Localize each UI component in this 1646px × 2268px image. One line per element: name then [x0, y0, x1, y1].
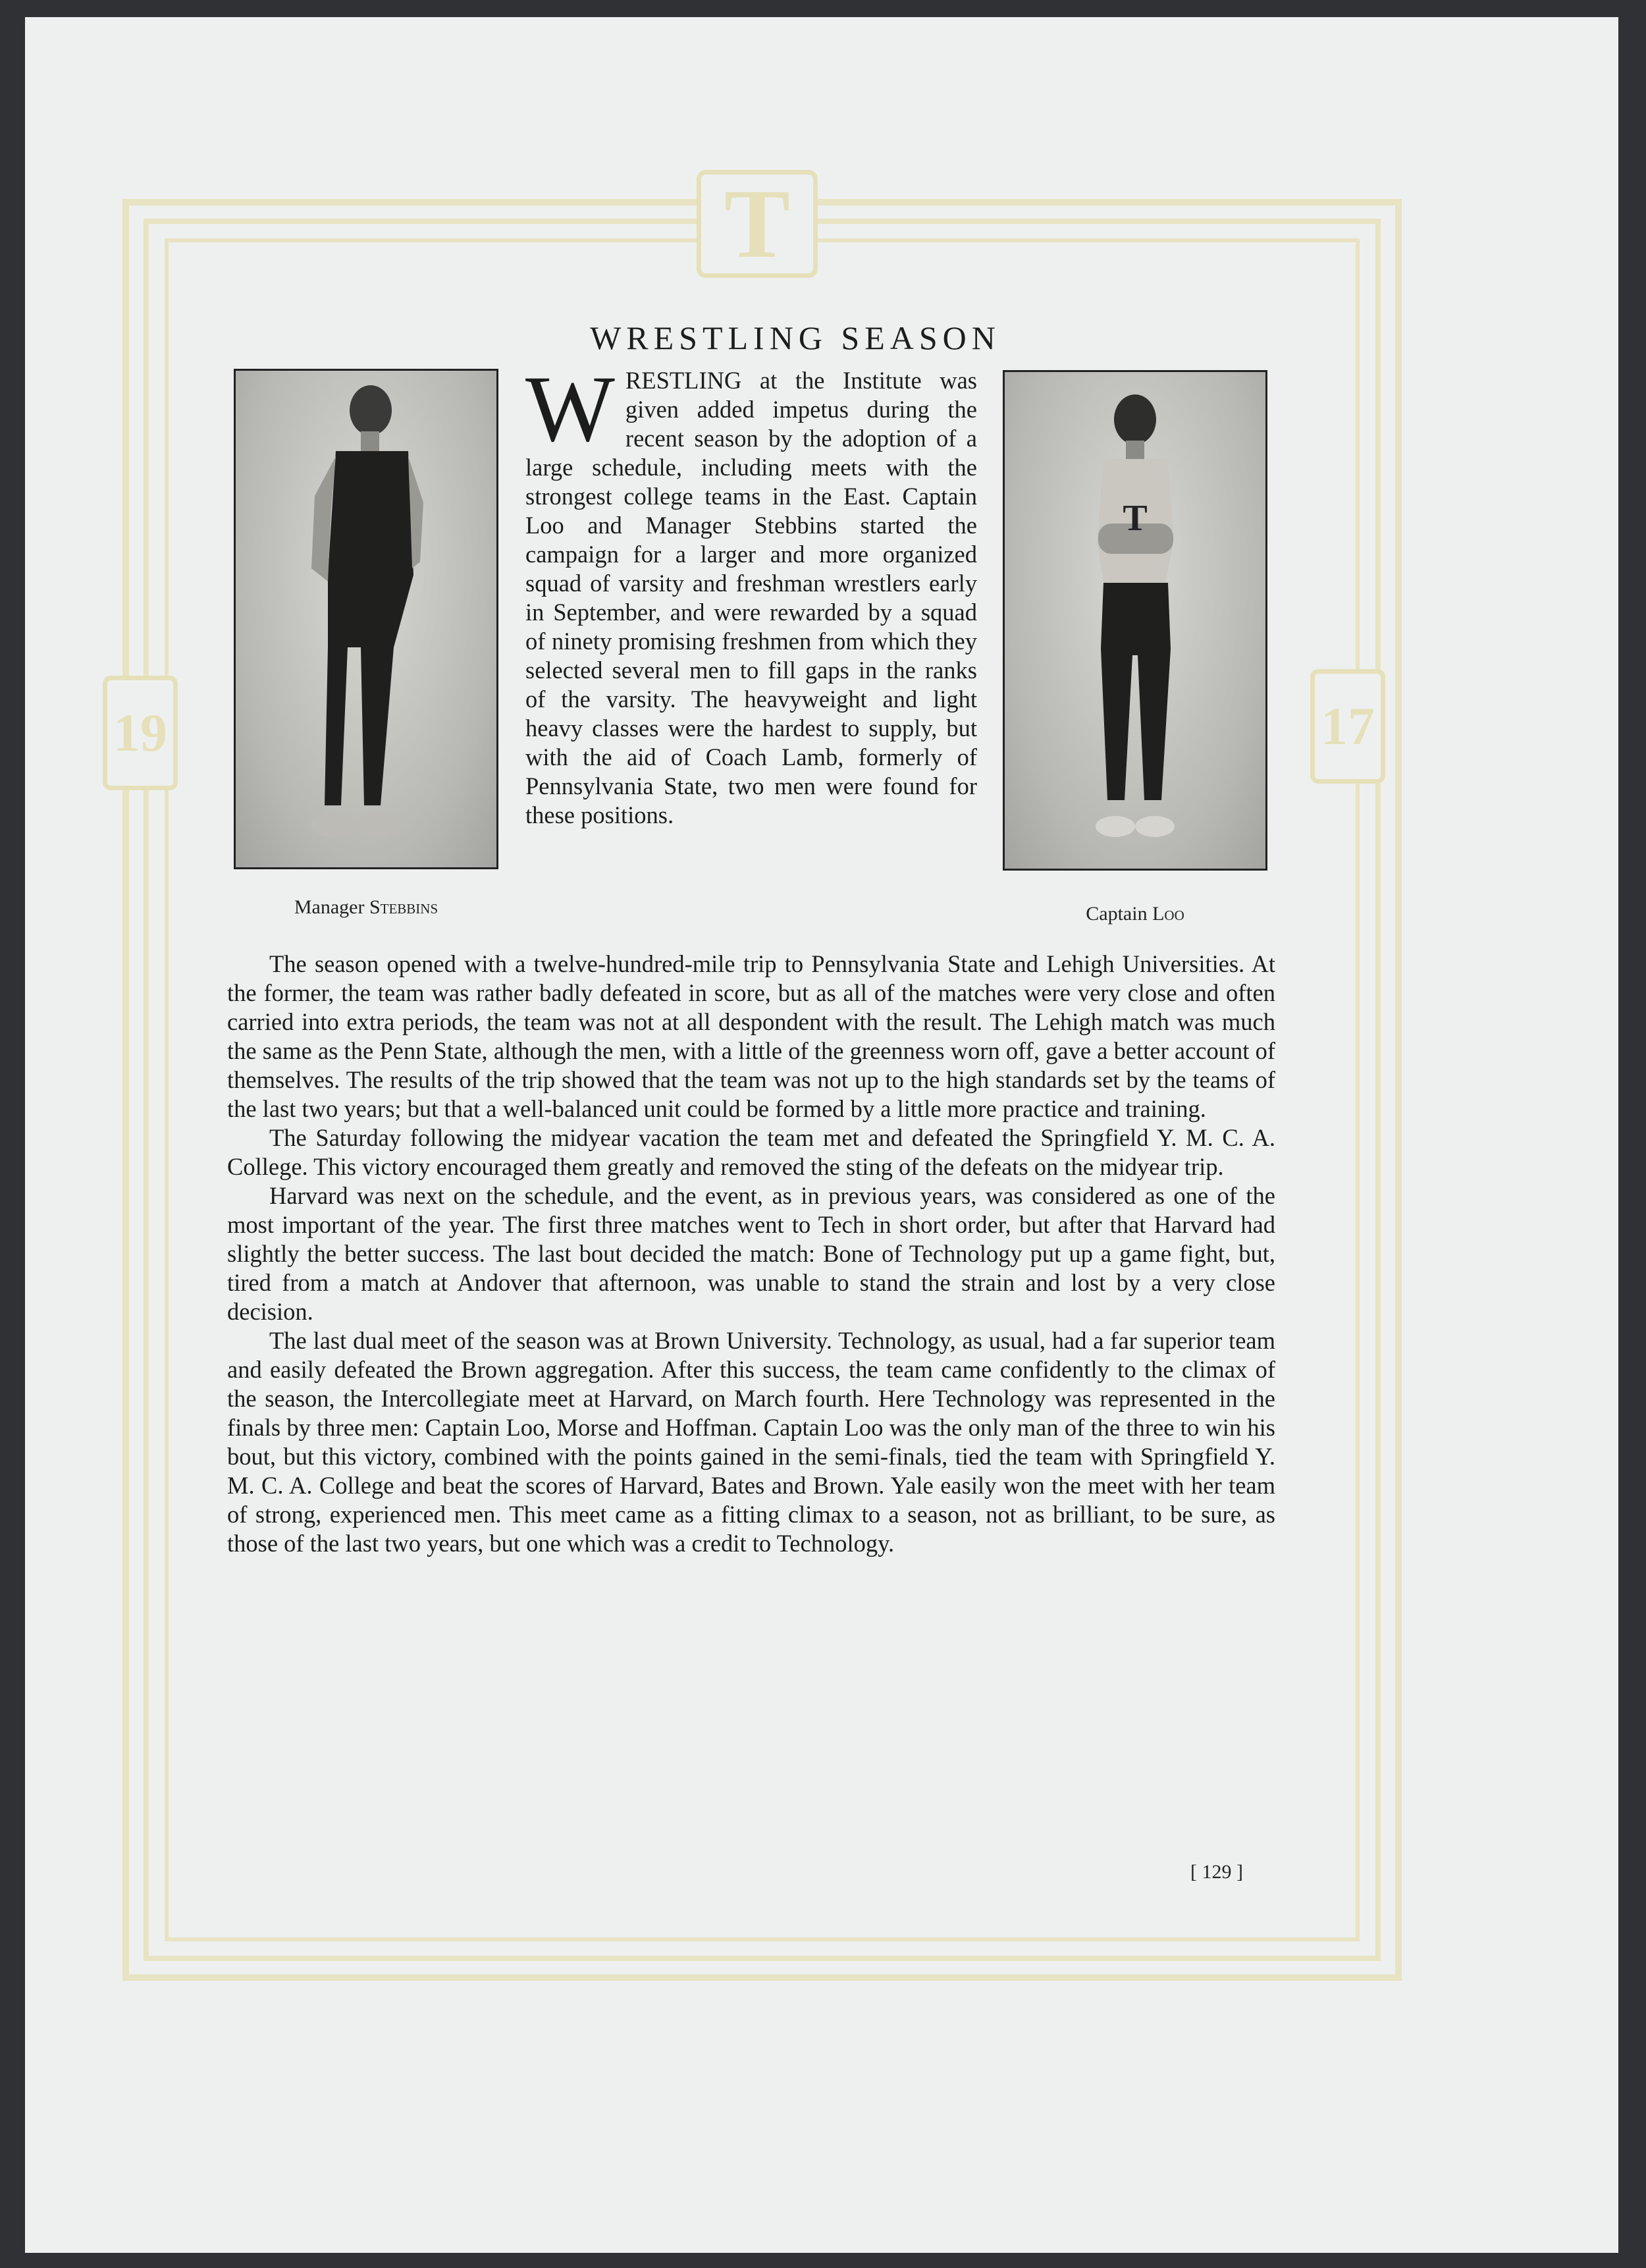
t-emblem	[697, 170, 818, 278]
paragraph: The season opened with a twelve-hundred-mile trip to Pennsylvania State and Lehigh Universities. At the former, the team was rather badly defeated in score, but as all of the matches were very close and often carried into extra periods, the team was not at all despondent with the result. The Lehigh match was much the same as the Penn State, although the men, with a little of the greenness worn off, gave a better account of themselves. The results of the trip showed that the team was not up to the high standards set by the teams of the last two years; but that a well-balanced unit could be formed by a little more practice and training.	[227, 950, 1275, 1122]
wrestler-figure-right	[1005, 372, 1265, 869]
year-right: 17	[1321, 696, 1375, 756]
emblem-letter: T	[724, 169, 791, 279]
paragraph: The last dual meet of the season was at Brown University. Technology, as usual, had a far superior team and easily defeated the Brown aggregation. After this success, the team came confidently to the climax of the season, the Intercollegiate meet at Harvard, on March fourth. Here Technology was represented in the finals by three men: Captain Loo, Morse and Hoffman. Captain Loo was the only man of the three to win his bout, but this victory, combined with the points gained in the semi-finals, tied the team with Springfield Y. M. C. A. College and beat the scores of Harvard, Bates and Brown. Yale easily won the meet with her team of strong, experienced men. This meet came as a fitting climax to a season, not as brilliant, to be sure, as those of the last two years, but one which was a credit to Technology.	[227, 1327, 1275, 1557]
caption-role: Manager	[294, 896, 365, 918]
drop-cap: W	[525, 357, 615, 462]
page-title: WRESTLING SEASON	[590, 319, 1001, 356]
yearbook-page	[25, 17, 1618, 2253]
paragraph: Harvard was next on the schedule, and the event, as in previous years, was considered as one of the most important of the year. The first three matches went to Tech in short order, but after that Harvard had slightly the better success. The last bout decided the match: Bone of Technology put up a game fight, but, tired from a match at Andover that afternoon, was unable to stand the strain and lost by a very close decision.	[227, 1182, 1275, 1325]
caption-captain-loo	[1003, 903, 1267, 925]
paragraph: The Saturday following the midyear vacation the team met and defeated the Springfield Y. M. C. A. College. This victory encouraged them greatly and removed the sting of the defeats on the midyear trip.	[227, 1124, 1275, 1180]
caption-role: Captain	[1086, 903, 1148, 925]
photo-captain-loo	[1003, 370, 1267, 871]
t-letter-shirt: T	[1123, 498, 1148, 539]
year-left: 19	[113, 703, 167, 763]
page-number: [ 129 ]	[1190, 1861, 1243, 1883]
wrestler-figure-left	[236, 371, 496, 867]
year-emblem-right	[1310, 669, 1385, 784]
caption-name: Stebbins	[369, 896, 438, 918]
caption-name: Loo	[1152, 903, 1184, 925]
intro-paragraph	[525, 357, 977, 830]
photo-manager-stebbins	[234, 369, 498, 869]
article-body	[227, 950, 1275, 1558]
year-emblem-left	[103, 676, 178, 790]
intro-text: RESTLING at the Institute was given added impetus during the recent season by the adoption of a large schedule, including meets with the strongest college teams in the East. Captain Loo and Manager Stebbins started the campaign for a larger and more organized squad of varsity and freshman wrestlers early in September, and were rewarded by a squad of ninety promising freshmen from which they selected several men to fill gaps in the ranks of the varsity. The heavyweight and light heavy classes were the hardest to supply, but with the aid of Coach Lamb, formerly of Pennsylvania State, two men were found for these positions.	[525, 367, 977, 828]
caption-manager-stebbins	[234, 896, 498, 919]
